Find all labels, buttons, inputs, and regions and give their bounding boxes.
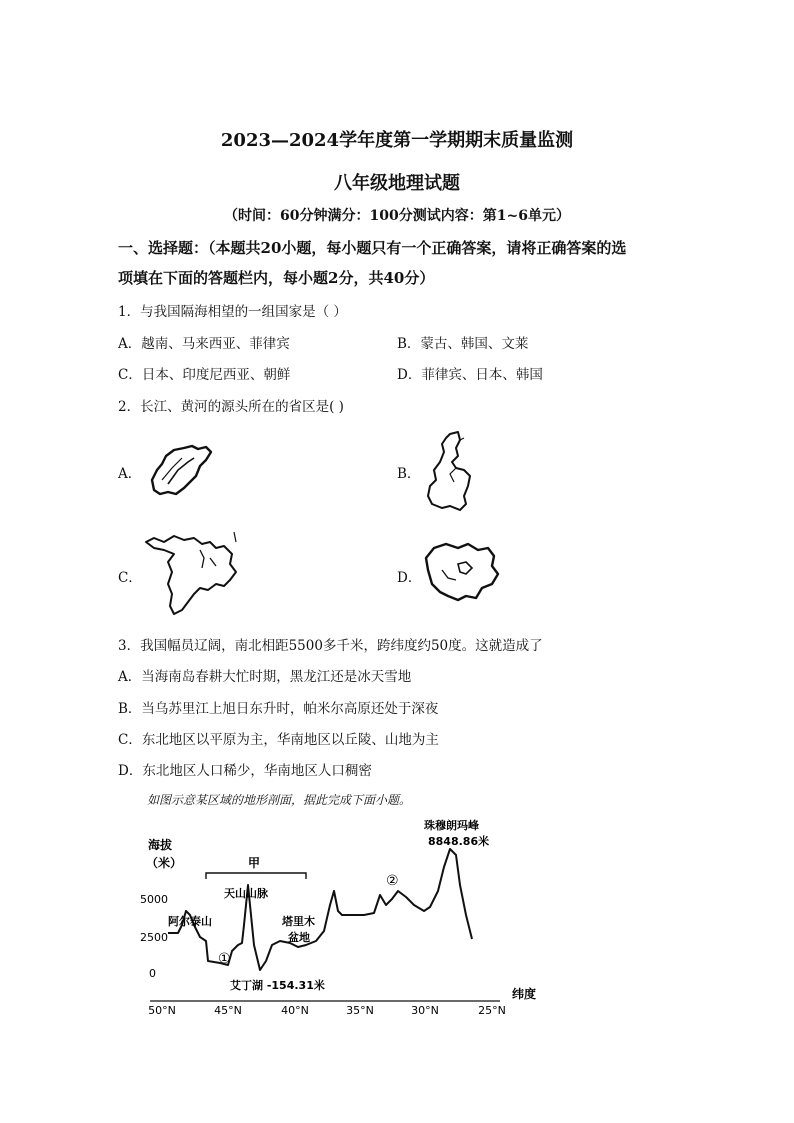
q1-stem: 1．与我国隔海相望的一组国家是（ ） (118, 304, 347, 320)
tarim-label: 塔里木 (282, 915, 315, 928)
q2-option-d: D． (397, 570, 422, 586)
profile-xtick: 45°N (214, 1004, 242, 1017)
q3-option-c: C．东北地区以平原为主，华南地区以丘陵、山地为主 (118, 732, 439, 748)
profile-xlabel: 纬度 (512, 987, 537, 1001)
q1-option-b: B．蒙古、韩国、文莱 (397, 336, 529, 352)
q1-option-c: C．日本、印度尼西亚、朝鲜 (118, 367, 291, 383)
q3-option-b: B．当乌苏里江上旭日东升时，帕米尔高原还处于深夜 (118, 701, 439, 717)
section1-line1: 一、选择题：（本题共20小题，每小题只有一个正确答案，请将正确答案的选 (118, 239, 627, 257)
profile-yunit: （米） (146, 856, 183, 870)
q3-stem: 3．我国幅员辽阔，南北相距5500多千米，跨纬度约50度。这就造成了 (118, 638, 543, 654)
jia-bracket (206, 873, 306, 879)
profile-xtick: 25°N (478, 1004, 506, 1017)
aiding-label: 艾丁湖 -154.31米 (230, 979, 325, 992)
q1-option-a: A．越南、马来西亚、菲律宾 (118, 336, 290, 352)
profile-ylabel: 海拔 (148, 838, 173, 852)
ningxia-outline-map (420, 430, 478, 512)
q3-option-a: A．当海南岛春耕大忙时期，黑龙江还是冰天雪地 (118, 669, 412, 685)
marker-1: ① (218, 951, 231, 967)
q1-option-d: D．菲律宾、日本、韩国 (397, 367, 543, 383)
q2-option-a: A． (118, 466, 142, 482)
q2-option-c: C． (118, 570, 142, 586)
tianshan-label: 天山山脉 (224, 887, 268, 900)
profile-ytick: 0 (149, 967, 156, 980)
profile-xtick: 30°N (411, 1004, 439, 1017)
q2-option-b: B． (397, 466, 421, 482)
profile-xtick: 40°N (281, 1004, 309, 1017)
altai-label: 阿尔泰山 (168, 915, 212, 928)
exam-title: 2023—2024学年度第一学期期末质量监测 (220, 130, 574, 151)
sichuan-outline-map (144, 528, 244, 616)
exam-subtitle: 八年级地理试题 (334, 173, 460, 194)
profile-xtick: 50°N (148, 1004, 176, 1017)
marker-2: ② (386, 873, 399, 889)
qinghai-outline-map (422, 540, 502, 604)
terrain-profile-diagram (120, 815, 540, 1020)
profile-ytick: 2500 (140, 931, 168, 944)
profile-ytick: 5000 (140, 893, 168, 906)
q3-option-d: D．东北地区人口稀少，华南地区人口稠密 (118, 763, 372, 779)
figure-caption: 如图示意某区域的地形剖面，据此完成下面小题。 (147, 793, 412, 807)
shandong-outline-map (148, 440, 214, 498)
exam-note: （时间：60分钟满分：100分测试内容：第1~6单元） (224, 208, 570, 224)
profile-xtick: 35°N (346, 1004, 374, 1017)
profile-line (168, 849, 472, 970)
everest-label: 珠穆朗玛峰 (424, 819, 479, 832)
q2-stem: 2．长江、黄河的源头所在的省区是( ) (118, 399, 344, 415)
jia-label: 甲 (247, 856, 261, 870)
tarim-label: 盆地 (288, 931, 310, 944)
section1-line2: 项填在下面的答题栏内，每小题2分，共40分） (118, 269, 435, 287)
everest-height-label: 8848.86米 (428, 835, 490, 848)
